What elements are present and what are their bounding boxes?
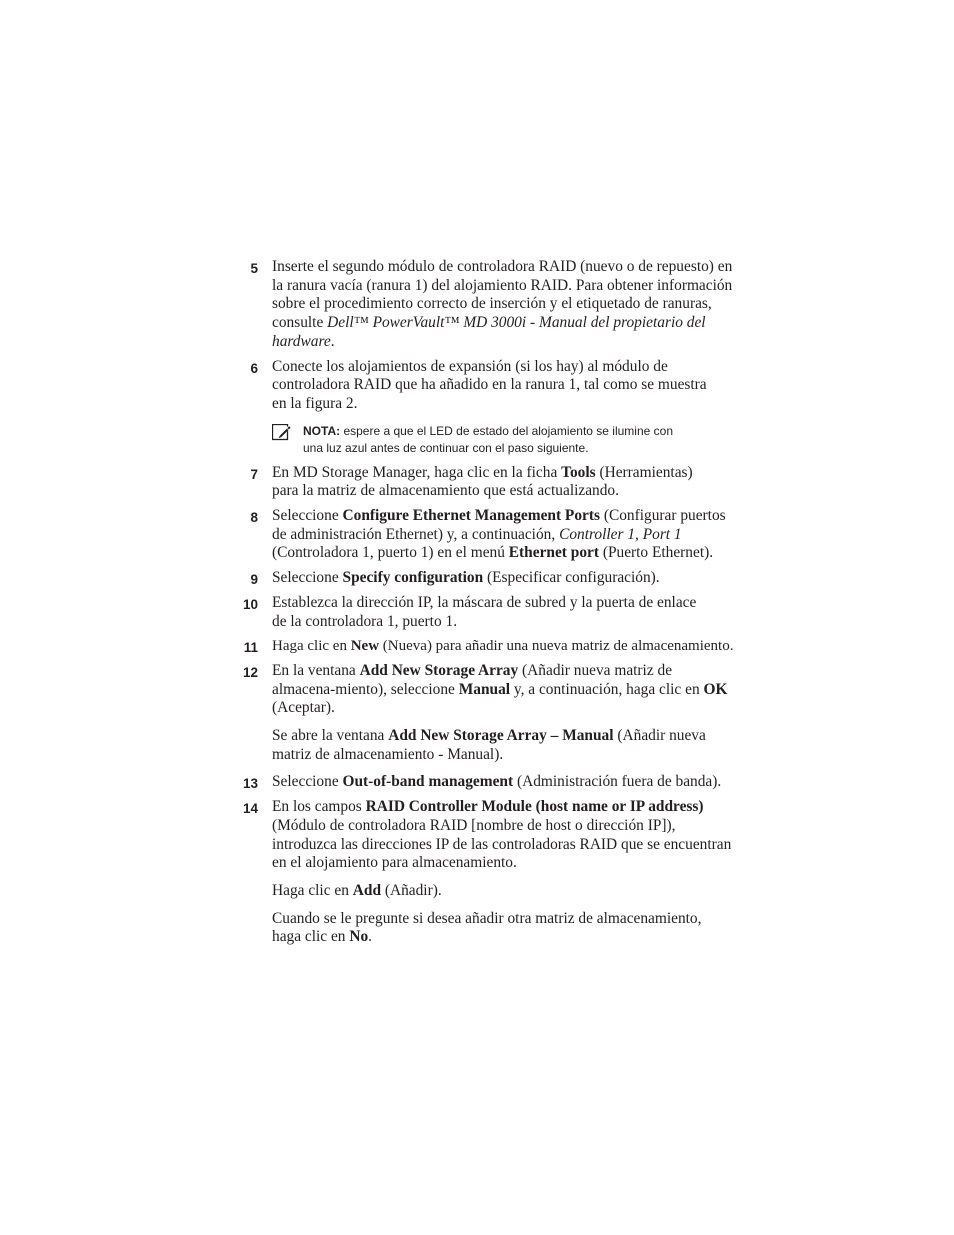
step-paragraph bbox=[272, 798, 732, 873]
text-run-italic: Controller 1, Port 1 bbox=[559, 525, 682, 543]
text-run: Seleccione bbox=[272, 507, 343, 525]
text-run: En los campos bbox=[272, 798, 366, 816]
note-pencil-icon bbox=[272, 424, 292, 444]
step-paragraph bbox=[272, 662, 738, 718]
text-run: (Aceptar). bbox=[272, 699, 335, 717]
text-run: . bbox=[330, 332, 335, 350]
text-run-bold: Manual bbox=[458, 680, 511, 698]
text-run: Seleccione bbox=[272, 569, 343, 587]
step-number: 5 bbox=[250, 261, 258, 276]
step-12 bbox=[0, 662, 954, 765]
text-run-bold: Add New Storage Array – Manual bbox=[388, 727, 614, 745]
text-run: . bbox=[368, 928, 373, 946]
step-number: 11 bbox=[243, 640, 258, 656]
text-run-bold: RAID Controller Module (host name or IP address) bbox=[365, 798, 704, 816]
step-body bbox=[272, 507, 742, 563]
text-run-bold: Add New Storage Array bbox=[359, 661, 519, 679]
note-box bbox=[272, 423, 692, 457]
text-run: En la ventana bbox=[272, 661, 360, 679]
text-run-italic: Dell™ PowerVault™ MD 3000 bbox=[327, 314, 522, 332]
text-run: Haga clic en bbox=[272, 638, 351, 655]
step-14 bbox=[0, 798, 954, 947]
step-number: 9 bbox=[250, 572, 258, 588]
step-body bbox=[272, 637, 742, 656]
text-run-bold: Add bbox=[352, 881, 381, 899]
text-run-italic: - Manual del propietario del hardware bbox=[272, 314, 706, 350]
text-run: (Especificar configuración). bbox=[483, 569, 660, 587]
text-run-italic: i bbox=[521, 314, 527, 332]
step-11 bbox=[0, 637, 954, 656]
text-run: Seleccione bbox=[272, 773, 343, 791]
text-run: (Añadir nueva matriz de almacena-miento), seleccione bbox=[272, 661, 673, 698]
step-7 bbox=[0, 464, 954, 501]
step-13 bbox=[0, 773, 954, 792]
step-paragraph bbox=[272, 727, 740, 764]
text-run: (Herramientas) para la matriz de almacenamiento que está actualizando. bbox=[272, 463, 693, 500]
step-number: 14 bbox=[242, 801, 258, 817]
note-text bbox=[303, 423, 692, 457]
text-run: En MD Storage Manager, haga clic en la ficha bbox=[272, 463, 562, 481]
step-body bbox=[272, 569, 742, 588]
step-body bbox=[272, 258, 742, 352]
step-paragraph bbox=[272, 258, 740, 352]
text-run: Se abre la ventana bbox=[272, 727, 389, 745]
step-body bbox=[272, 464, 742, 501]
step-paragraph bbox=[272, 910, 722, 947]
step-6 bbox=[0, 358, 954, 457]
text-run-bold: Ethernet port bbox=[508, 544, 599, 562]
step-number: 8 bbox=[250, 510, 258, 526]
note-body: espere a que el LED de estado del alojamiento se ilumine con una luz azul antes de continuar con el paso siguiente. bbox=[303, 423, 673, 455]
text-run-bold: OK bbox=[703, 680, 728, 698]
note-label: NOTA: bbox=[303, 423, 341, 438]
text-run: Conecte los alojamientos de expansión (si los hay) al módulo de controladora RAID que ha añadido en la ranura 1, tal como se muestra en la figura 2. bbox=[272, 357, 707, 412]
text-run-bold: Configure Ethernet Management Ports bbox=[342, 507, 600, 525]
step-paragraph bbox=[272, 464, 712, 501]
step-number: 10 bbox=[242, 596, 258, 612]
text-run-bold: No bbox=[349, 928, 369, 946]
text-run: y, a continuación, haga clic en bbox=[510, 680, 704, 698]
step-paragraph bbox=[272, 358, 720, 414]
step-5 bbox=[0, 258, 954, 352]
text-run: (Controladora 1, puerto 1) en el menú bbox=[272, 544, 509, 562]
text-run: Inserte el segundo módulo de controladora RAID (nuevo o de repuesto) en la ranura vacía (ranura 1) del alojamiento RAID. Para obtener información sobre el procedimiento correcto de inserción y el etiquetado de ranuras, consulte bbox=[272, 258, 733, 332]
text-run: (Puerto Ethernet). bbox=[598, 544, 714, 562]
step-number: 13 bbox=[242, 776, 258, 792]
step-paragraph bbox=[272, 637, 742, 656]
text-run: Establezca la dirección IP, la máscara de subred y la puerta de enlace de la controladora 1, puerto 1. bbox=[272, 593, 697, 630]
step-10 bbox=[0, 594, 954, 631]
step-paragraph bbox=[272, 882, 742, 901]
text-run: Cuando se le pregunte si desea añadir otra matriz de almacenamiento, haga clic en bbox=[272, 909, 702, 946]
step-body bbox=[272, 662, 742, 765]
text-run: (Módulo de controladora RAID [nombre de host o dirección IP]), introduzca las direcciones IP de las controladoras RAID que se encuentran en el alojamiento para almacenamiento. bbox=[272, 816, 732, 872]
step-8 bbox=[0, 507, 954, 563]
step-body bbox=[272, 594, 742, 631]
text-run: (Añadir nueva matriz de almacenamiento - Manual). bbox=[272, 727, 706, 763]
step-number: 12 bbox=[242, 664, 258, 680]
step-number: 7 bbox=[250, 466, 258, 482]
step-paragraph bbox=[272, 773, 742, 792]
text-run: (Administración fuera de banda). bbox=[513, 773, 722, 791]
step-paragraph bbox=[272, 594, 712, 631]
step-body bbox=[272, 798, 742, 947]
text-run: (Nueva) para añadir una nueva matriz de almacenamiento. bbox=[379, 638, 734, 655]
step-paragraph bbox=[272, 507, 734, 563]
text-run: (Añadir). bbox=[381, 881, 442, 899]
step-number: 6 bbox=[250, 360, 258, 376]
text-run-bold: Out-of-band management bbox=[342, 773, 514, 791]
document-content bbox=[0, 258, 954, 947]
step-9 bbox=[0, 569, 954, 588]
step-body bbox=[272, 773, 742, 792]
text-run: (Configurar puertos de administración Ethernet) y, a continuación, bbox=[272, 507, 726, 543]
text-run-bold: Tools bbox=[561, 463, 596, 481]
text-run-bold: New bbox=[350, 638, 380, 655]
text-run: Haga clic en bbox=[272, 881, 353, 899]
text-run-bold: Specify configuration bbox=[342, 569, 484, 587]
step-paragraph bbox=[272, 569, 742, 588]
step-body bbox=[272, 358, 742, 414]
